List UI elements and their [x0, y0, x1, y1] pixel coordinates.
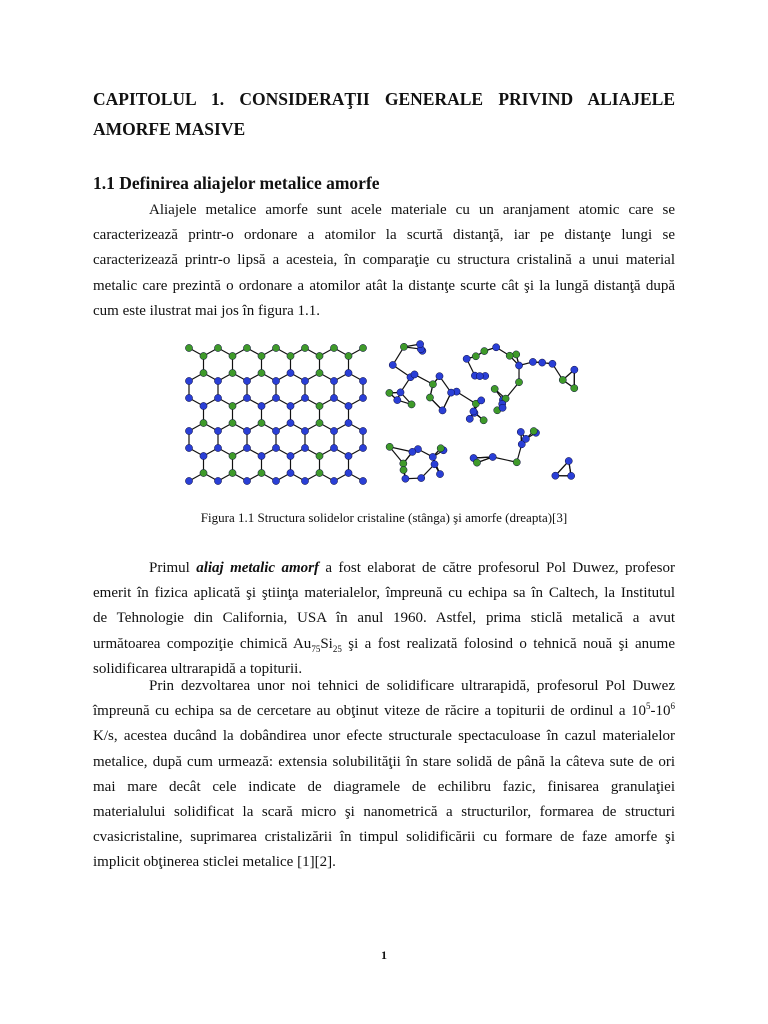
atom [200, 419, 207, 426]
superscript: 6 [670, 701, 675, 712]
text-run: şi a fost realizată folosind o tehnică nouă şi anume [341, 635, 675, 652]
atom [214, 477, 221, 484]
atom [243, 344, 250, 351]
emphasis-term: aliaj metalic amorf [196, 560, 319, 576]
atom [287, 452, 294, 459]
atom [301, 394, 308, 401]
text-line [93, 699, 675, 724]
atom [345, 352, 352, 359]
atom [436, 373, 443, 380]
atom [185, 427, 192, 434]
crystalline-lattice [185, 344, 366, 484]
atom [272, 394, 279, 401]
atom [478, 397, 485, 404]
text-run: -10 [650, 703, 671, 720]
atom [513, 351, 520, 358]
figure-caption: Figura 1.1 Structura solidelor cristaline (stânga) şi amorfe (dreapta)[3] [200, 510, 568, 525]
atom [330, 394, 337, 401]
atom [476, 373, 483, 380]
atom [272, 344, 279, 351]
atom [448, 389, 455, 396]
atom [287, 469, 294, 476]
atom [571, 385, 578, 392]
text-line: Prin dezvoltarea unor noi tehnici de solidificare ultrarapidă, profesorul Pol Duwez [149, 678, 675, 694]
atom [200, 352, 207, 359]
atom [426, 394, 433, 401]
text-line: de Tehnologie din California, USA în anul 1960. Astfel, prima sticlă metalică a avut [93, 610, 675, 627]
page-number: 1 [381, 948, 387, 962]
atom [463, 355, 470, 362]
atom [316, 469, 323, 476]
subscript: 25 [332, 643, 342, 654]
paragraph-history [93, 556, 675, 682]
atom [214, 344, 221, 351]
atom [400, 460, 407, 467]
text-run: următoarea compoziţie chimică Au [93, 635, 312, 652]
atom [316, 452, 323, 459]
atom [330, 427, 337, 434]
atom [429, 453, 436, 460]
atom [402, 475, 409, 482]
atom [386, 443, 393, 450]
atom [258, 402, 265, 409]
text-line: Aliajele metalice amorfe sunt acele materiale cu un aranjament atomic care se [149, 202, 675, 218]
atom [522, 435, 529, 442]
text-line: emerit în fizica aplicată şi ştiinţa materialelor, împreună cu echipa sa în Caltech, la Institutul [93, 585, 675, 602]
atom [345, 369, 352, 376]
atom [316, 352, 323, 359]
atom [411, 371, 418, 378]
atom [258, 452, 265, 459]
text-line: cvasicristaline, suprimarea cristalizării în timpul solidificării cu formare de faze amorfe şi [93, 829, 675, 846]
atom [229, 369, 236, 376]
atom [345, 402, 352, 409]
atom [258, 352, 265, 359]
atom [200, 452, 207, 459]
atom [243, 377, 250, 384]
text-line [93, 632, 675, 657]
atom [499, 404, 506, 411]
atom [301, 344, 308, 351]
text-line: cum este ilustrat mai jos în figura 1.1. [93, 302, 321, 319]
atom [539, 359, 546, 366]
atom [243, 477, 250, 484]
atom [397, 389, 404, 396]
atom [229, 469, 236, 476]
atom [287, 369, 294, 376]
atom [243, 427, 250, 434]
atom [408, 401, 415, 408]
atom [243, 444, 250, 451]
atom [316, 369, 323, 376]
atom [472, 353, 479, 360]
atom [316, 419, 323, 426]
atom [431, 461, 438, 468]
atom [517, 428, 524, 435]
atom [287, 402, 294, 409]
chapter-title [93, 84, 675, 144]
atom [359, 427, 366, 434]
atom [301, 377, 308, 384]
atom [229, 352, 236, 359]
atom [214, 444, 221, 451]
atom [330, 377, 337, 384]
atom [272, 427, 279, 434]
atom [409, 448, 416, 455]
atom [552, 472, 559, 479]
atom [229, 402, 236, 409]
atom [200, 469, 207, 476]
text-line: metalice, după cum urmează: extensia solubilităţii în stare solidă de până la câteva sute de ori [93, 753, 675, 770]
figure-structure-image [183, 336, 588, 486]
atom [513, 459, 520, 466]
chapter-title-line2: AMORFE MASIVE [93, 119, 246, 139]
section-title: 1.1 Definirea aliajelor metalice amorfe [93, 173, 380, 193]
paragraph-definition [93, 198, 675, 324]
text-run: Si [320, 635, 333, 652]
atom [272, 477, 279, 484]
superscript: 5 [646, 701, 651, 712]
amorphous-network [386, 341, 578, 483]
atom [400, 343, 407, 350]
atom [214, 377, 221, 384]
atom [429, 381, 436, 388]
subscript: 75 [311, 643, 321, 654]
atom [565, 457, 572, 464]
atom [345, 469, 352, 476]
atom [549, 360, 556, 367]
text-run: a fost elaborat de către profesorul Pol Duwez, profesor [318, 560, 675, 576]
atom [258, 469, 265, 476]
atom [272, 377, 279, 384]
text-line: caracterizează printr-o ordonare a atomilor la scurtă distanţă, iar pe distanţe lungi se [93, 227, 675, 244]
atom [416, 341, 423, 348]
atom [185, 344, 192, 351]
atom [330, 444, 337, 451]
text-line: caracterizează printr-o lipsă a acesteia, în comparaţie cu structura cristalină a unui material [93, 252, 675, 269]
atom [568, 472, 575, 479]
atom [359, 344, 366, 351]
text-line: metalic care prezintă o ordonare a atomilor atât la distanţe scurte cât şi la lungă distanţă după [93, 277, 675, 294]
paragraph-techniques [93, 674, 675, 876]
atom [330, 344, 337, 351]
atom [243, 394, 250, 401]
atom [386, 389, 393, 396]
atom [530, 427, 537, 434]
atom [287, 419, 294, 426]
atom [359, 477, 366, 484]
atom [185, 377, 192, 384]
atom [491, 385, 498, 392]
text-line: materialului solidificat la scară micro şi nanometrică a structurilor, formarea de structuri [93, 804, 675, 821]
atom [345, 452, 352, 459]
atom [506, 352, 513, 359]
text-line [93, 556, 675, 581]
atom [470, 408, 477, 415]
atom [214, 427, 221, 434]
atom [480, 417, 487, 424]
atom [316, 402, 323, 409]
atom [301, 427, 308, 434]
atom [258, 369, 265, 376]
atom [418, 474, 425, 481]
atom [493, 344, 500, 351]
atom [272, 444, 279, 451]
atom [345, 419, 352, 426]
atom [229, 452, 236, 459]
atom [359, 394, 366, 401]
atom [559, 376, 566, 383]
atom [394, 396, 401, 403]
atom [185, 444, 192, 451]
chapter-title-line1: CAPITOLUL 1. CONSIDERAŢII GENERALE PRIVIND ALIAJELE [93, 89, 675, 109]
atom [466, 415, 473, 422]
atom [258, 419, 265, 426]
atom [200, 369, 207, 376]
text-line: implicit obţinerea sticlei metalice [1][2]. [93, 854, 336, 871]
text-line: K/s, acestea ducând la dobândirea unor efecte structurale spectaculoase în cazul materialelor [93, 728, 675, 745]
atom [437, 445, 444, 452]
atom [301, 444, 308, 451]
atom [330, 477, 337, 484]
atom [359, 377, 366, 384]
atom [515, 379, 522, 386]
atom [185, 477, 192, 484]
atom [473, 459, 480, 466]
atom [529, 358, 536, 365]
atom [439, 407, 446, 414]
text-line: mai mare decât cele indicate de diagramele de echilibru fazic, finisarea granulaţiei [93, 778, 675, 795]
atom [185, 394, 192, 401]
atom [301, 477, 308, 484]
text-line: solidificarea ultrarapidă a topiturii. [93, 660, 303, 677]
text-run: împreună cu echipa sa de cercetare au obţinut viteze de răcire a topiturii de ordinul a 10 [93, 703, 646, 720]
atom [489, 453, 496, 460]
atom [229, 419, 236, 426]
atom [200, 402, 207, 409]
atom [436, 470, 443, 477]
atom [481, 347, 488, 354]
atom [359, 444, 366, 451]
atom [400, 466, 407, 473]
text-run: Primul [149, 560, 197, 576]
atom [389, 361, 396, 368]
atom [287, 352, 294, 359]
atom [571, 366, 578, 373]
atom [214, 394, 221, 401]
atom [515, 362, 522, 369]
